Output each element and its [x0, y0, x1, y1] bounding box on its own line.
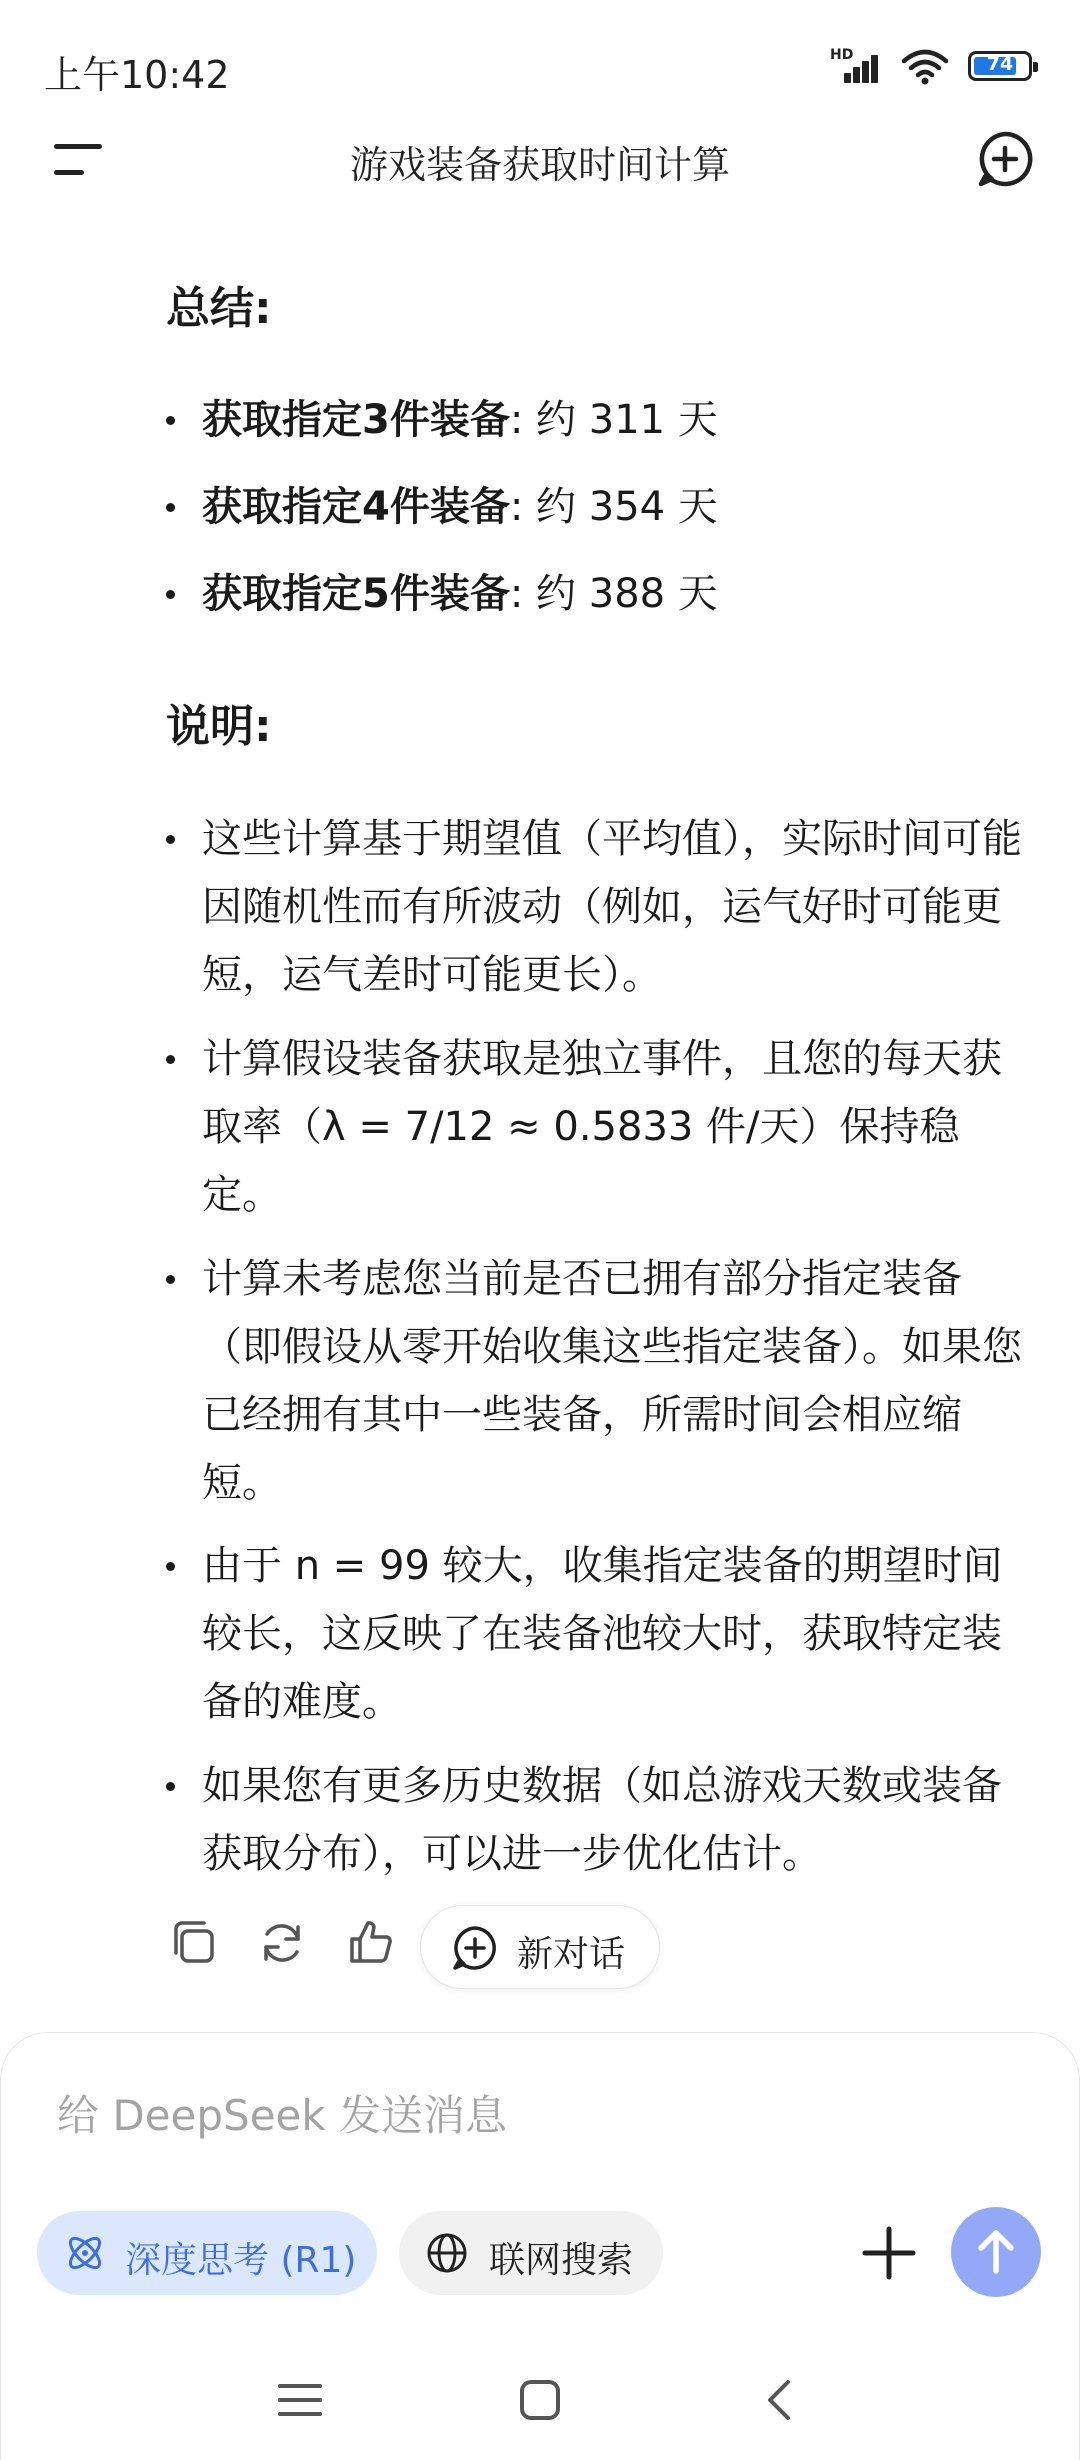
- note-item: 由于 n = 99 较大，收集指定装备的期望时间较长，这反映了在装备池较大时，获取特定装备的难度。: [166, 1532, 1036, 1736]
- cell-signal-icon: [830, 47, 882, 85]
- notes-heading: 说明:: [166, 701, 272, 752]
- regenerate-icon[interactable]: [256, 1917, 308, 1969]
- wifi-icon: [900, 47, 950, 85]
- header: [0, 130, 1080, 188]
- send-button[interactable]: [951, 2207, 1041, 2297]
- deep-think-toggle[interactable]: [37, 2211, 377, 2295]
- new-chat-icon[interactable]: [976, 130, 1034, 188]
- status-bar: [0, 0, 1080, 130]
- hd-label: HD: [830, 47, 854, 63]
- page-title: 游戏装备获取时间计算: [349, 143, 730, 187]
- new-chat-icon: [451, 1924, 499, 1972]
- note-item: 这些计算基于期望值（平均值），实际时间可能因随机性而有所波动（例如，运气好时可能更短，运气差时可能更长）。: [166, 805, 1036, 1009]
- battery-level: 74: [986, 53, 1014, 75]
- summary-heading: 总结:: [166, 283, 272, 334]
- status-time: 上午10:42: [44, 53, 230, 97]
- status-icons: [830, 46, 1032, 86]
- system-nav-bar: [0, 2350, 1080, 2450]
- new-dialog-button[interactable]: [420, 1905, 660, 1989]
- back-icon[interactable]: [752, 2374, 808, 2426]
- summary-item: 获取指定3件装备: 约 311 天: [166, 386, 1036, 454]
- note-item: 计算未考虑您当前是否已拥有部分指定装备（即假设从零开始收集这些指定装备）。如果您已经拥有其中一些装备，所需时间会相应缩短。: [166, 1245, 1036, 1517]
- arrow-up-icon: [951, 2207, 1041, 2297]
- message-input[interactable]: 给 DeepSeek 发送消息: [57, 2091, 508, 2140]
- copy-icon[interactable]: [168, 1917, 220, 1969]
- plus-icon[interactable]: [859, 2223, 919, 2283]
- menu-icon[interactable]: [272, 2374, 328, 2426]
- summary-item: 获取指定5件装备: 约 388 天: [166, 560, 1036, 628]
- deep-think-label: 深度思考 (R1): [125, 2240, 357, 2281]
- thumbs-up-icon[interactable]: [344, 1917, 396, 1969]
- atom-icon: [63, 2231, 107, 2275]
- home-icon[interactable]: [512, 2374, 568, 2426]
- web-search-toggle[interactable]: [399, 2211, 663, 2295]
- globe-icon: [425, 2231, 469, 2275]
- battery-icon: [968, 51, 1032, 81]
- note-item: 计算假设装备获取是独立事件，且您的每天获取率（λ = 7/12 ≈ 0.5833 件/天）保持稳定。: [166, 1025, 1036, 1229]
- message-actions: [0, 1905, 1080, 1985]
- summary-item: 获取指定4件装备: 约 354 天: [166, 473, 1036, 541]
- note-item: 如果您有更多历史数据（如总游戏天数或装备获取分布），可以进一步优化估计。: [166, 1752, 1036, 1888]
- web-search-label: 联网搜索: [489, 2240, 634, 2281]
- new-dialog-label: 新对话: [517, 1934, 626, 1975]
